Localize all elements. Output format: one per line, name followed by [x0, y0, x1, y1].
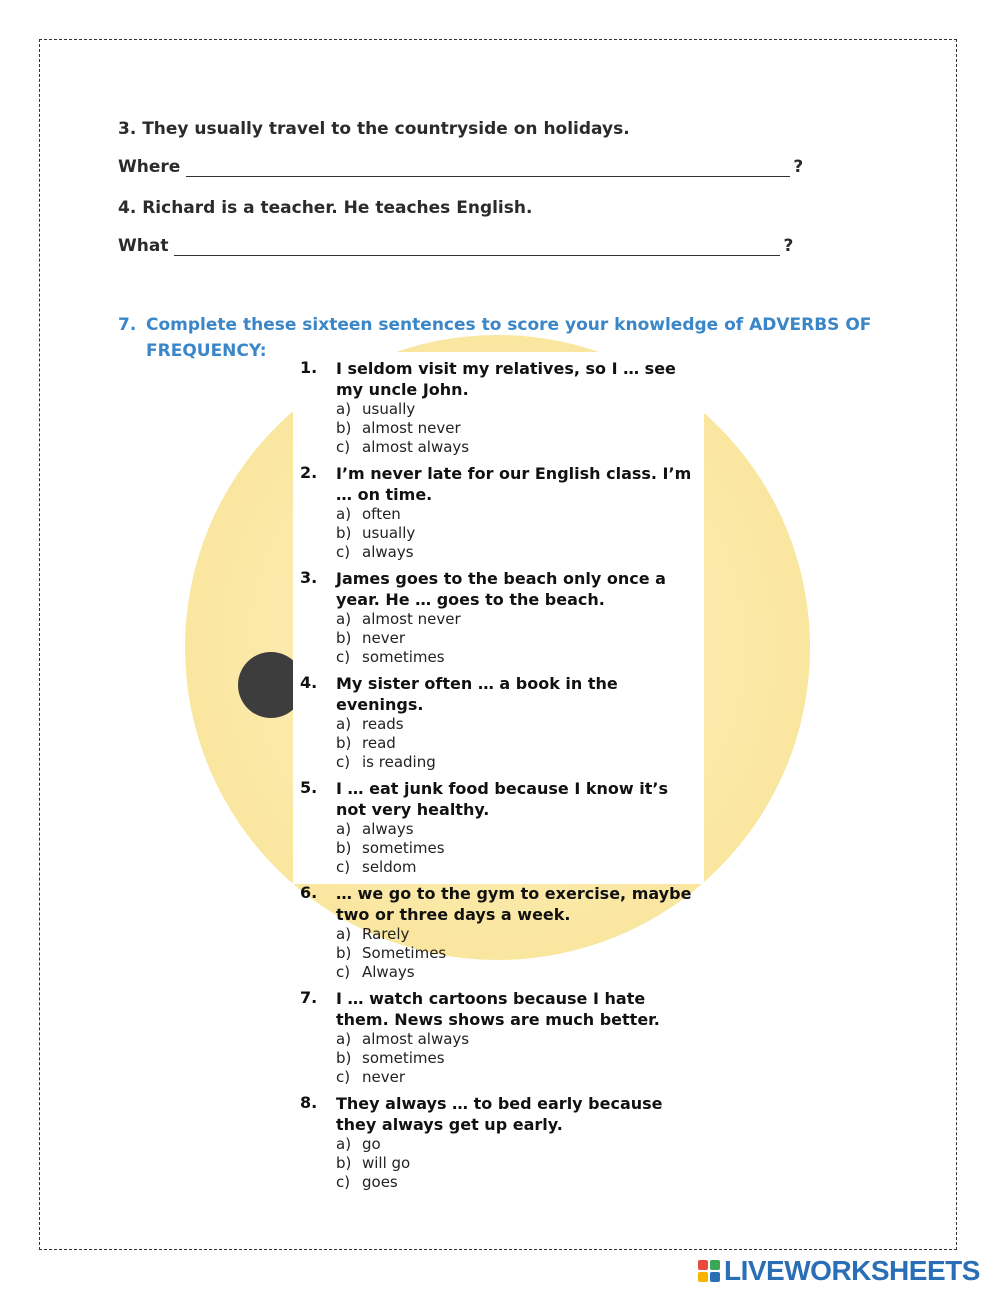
quiz-option-text: almost never: [362, 610, 461, 628]
quiz-item-number: 8.: [300, 1093, 318, 1112]
quiz-item-stem: … we go to the gym to exercise, maybe two or three days a week.: [336, 884, 692, 924]
quiz-option-text: Always: [362, 963, 415, 981]
quiz-option[interactable]: [336, 715, 700, 734]
section-number: 7.: [118, 315, 137, 335]
quiz-option-text: sometimes: [362, 648, 445, 666]
section-title-line1: Complete these sixteen sentences to score your knowledge of ADVERBS OF: [146, 315, 872, 335]
question-4-answer-row: [118, 236, 793, 256]
quiz-option[interactable]: [336, 1154, 700, 1173]
quiz-option-text: never: [362, 629, 406, 647]
question-4-mark: ?: [783, 236, 794, 256]
section-title-line2: FREQUENCY:: [146, 341, 267, 361]
quiz-option[interactable]: [336, 629, 700, 648]
quiz-option-text: often: [362, 505, 401, 523]
quiz-option-text: sometimes: [362, 839, 445, 857]
quiz-option-text: goes: [362, 1173, 398, 1191]
question-3-prompt: Where: [118, 157, 181, 177]
quiz-option-text: usually: [362, 524, 416, 542]
quiz-item: [300, 1093, 700, 1192]
quiz-item: [300, 463, 700, 562]
quiz-option-letter: b): [336, 944, 352, 962]
logo-square: [710, 1260, 720, 1270]
quiz-option-letter: a): [336, 610, 352, 628]
quiz-option-letter: b): [336, 1154, 352, 1172]
quiz-item-stem: I seldom visit my relatives, so I … see my uncle John.: [336, 359, 676, 399]
quiz-option-text: is reading: [362, 753, 436, 771]
quiz-option-letter: a): [336, 715, 352, 733]
quiz-item: [300, 568, 700, 667]
quiz-option-text: go: [362, 1135, 381, 1153]
quiz-item-number: 7.: [300, 988, 318, 1007]
question-3-sentence: 3. They usually travel to the countryside on holidays.: [118, 119, 630, 139]
quiz-item-stem: I … watch cartoons because I hate them. News shows are much better.: [336, 989, 660, 1029]
quiz-option-text: seldom: [362, 858, 417, 876]
logo-square: [698, 1272, 708, 1282]
quiz-option-text: almost always: [362, 1030, 470, 1048]
quiz-option-letter: c): [336, 963, 351, 981]
quiz-option-letter: a): [336, 505, 352, 523]
quiz-option[interactable]: [336, 419, 700, 438]
quiz-option[interactable]: [336, 858, 700, 877]
quiz-option-text: never: [362, 1068, 406, 1086]
quiz-option-text: read: [362, 734, 396, 752]
quiz-option-text: always: [362, 543, 414, 561]
quiz-option-text: sometimes: [362, 1049, 445, 1067]
question-3-mark: ?: [793, 157, 804, 177]
logo-square: [698, 1260, 708, 1270]
quiz-option[interactable]: [336, 1068, 700, 1087]
quiz-option[interactable]: [336, 505, 700, 524]
quiz-option-letter: b): [336, 839, 352, 857]
quiz-option-letter: b): [336, 419, 352, 437]
quiz-option-letter: c): [336, 543, 351, 561]
quiz-option[interactable]: [336, 963, 700, 982]
quiz-option-letter: a): [336, 400, 352, 418]
question-4-prompt: What: [118, 236, 169, 256]
quiz-option[interactable]: [336, 648, 700, 667]
quiz-option-letter: a): [336, 925, 352, 943]
quiz-option[interactable]: [336, 734, 700, 753]
quiz-option-letter: b): [336, 524, 352, 542]
quiz-item-stem: I … eat junk food because I know it’s not very healthy.: [336, 779, 668, 819]
question-4-sentence: 4. Richard is a teacher. He teaches English.: [118, 198, 533, 218]
question-4-answer-blank[interactable]: [174, 237, 780, 256]
quiz-option-letter: c): [336, 1173, 351, 1191]
quiz-item-number: 5.: [300, 778, 318, 797]
quiz-option-letter: b): [336, 1049, 352, 1067]
quiz-option[interactable]: [336, 524, 700, 543]
quiz-option-text: always: [362, 820, 414, 838]
quiz-item: [300, 358, 700, 457]
quiz-item: [300, 673, 700, 772]
quiz-list: [300, 358, 700, 1198]
quiz-option[interactable]: [336, 1030, 700, 1049]
quiz-option-letter: c): [336, 438, 351, 456]
quiz-option-letter: c): [336, 753, 351, 771]
quiz-option-text: usually: [362, 400, 416, 418]
quiz-option[interactable]: [336, 1049, 700, 1068]
brand-name: LIVEWORKSHEETS: [724, 1255, 980, 1286]
quiz-option-letter: c): [336, 858, 351, 876]
quiz-option[interactable]: [336, 753, 700, 772]
quiz-option-letter: b): [336, 734, 352, 752]
question-3-answer-blank[interactable]: [186, 158, 790, 177]
quiz-item-number: 6.: [300, 883, 318, 902]
quiz-item-number: 3.: [300, 568, 318, 587]
quiz-item: [300, 988, 700, 1087]
quiz-item: [300, 778, 700, 877]
quiz-option[interactable]: [336, 1135, 700, 1154]
quiz-option-letter: b): [336, 629, 352, 647]
quiz-option-letter: a): [336, 1135, 352, 1153]
quiz-option-text: Sometimes: [362, 944, 447, 962]
quiz-option[interactable]: [336, 438, 700, 457]
quiz-option[interactable]: [336, 820, 700, 839]
quiz-option[interactable]: [336, 543, 700, 562]
quiz-item-stem: My sister often … a book in the evenings.: [336, 674, 618, 714]
question-3-answer-row: [118, 157, 803, 177]
quiz-item-stem: I’m never late for our English class. I’m … on time.: [336, 464, 692, 504]
quiz-option-text: reads: [362, 715, 404, 733]
quiz-option[interactable]: [336, 1173, 700, 1192]
quiz-option-letter: a): [336, 1030, 352, 1048]
quiz-option[interactable]: [336, 839, 700, 858]
quiz-option[interactable]: [336, 925, 700, 944]
quiz-item-number: 2.: [300, 463, 318, 482]
quiz-option-text: Rarely: [362, 925, 410, 943]
logo-square: [710, 1272, 720, 1282]
quiz-option-text: almost always: [362, 438, 470, 456]
quiz-option[interactable]: [336, 944, 700, 963]
quiz-item-number: 4.: [300, 673, 318, 692]
quiz-item: [300, 883, 700, 982]
quiz-item-stem: They always … to bed early because they always get up early.: [336, 1094, 663, 1134]
quiz-option[interactable]: [336, 610, 700, 629]
liveworksheets-logo-icon: [698, 1260, 720, 1282]
quiz-option[interactable]: [336, 400, 700, 419]
quiz-option-letter: c): [336, 1068, 351, 1086]
liveworksheets-brand: [698, 1256, 980, 1286]
quiz-item-number: 1.: [300, 358, 318, 377]
quiz-option-letter: c): [336, 648, 351, 666]
quiz-item-stem: James goes to the beach only once a year. He … goes to the beach.: [336, 569, 666, 609]
quiz-option-text: almost never: [362, 419, 461, 437]
quiz-option-text: will go: [362, 1154, 411, 1172]
quiz-option-letter: a): [336, 820, 352, 838]
